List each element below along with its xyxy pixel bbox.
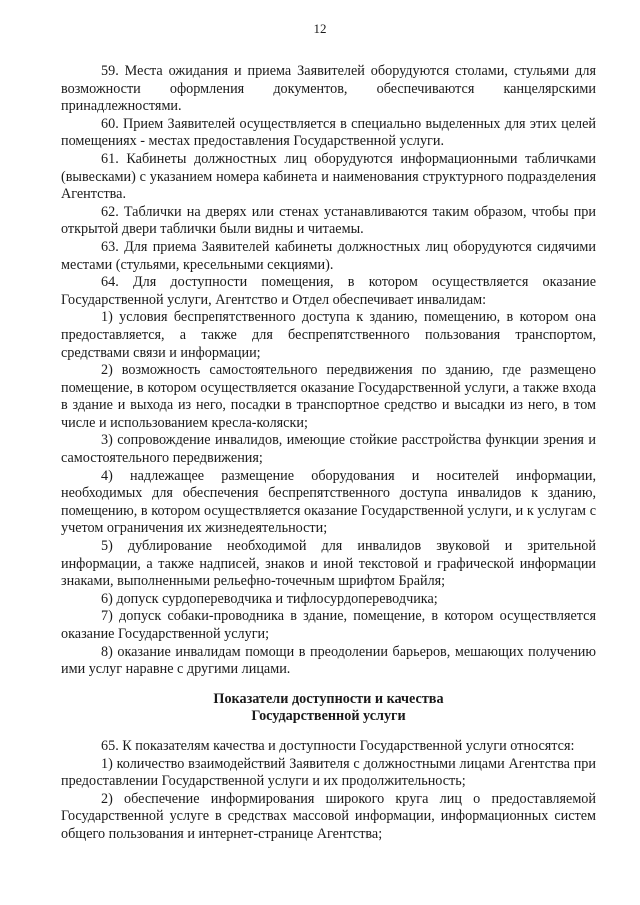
section-heading-line-2: Государственной услуги xyxy=(251,708,406,725)
list-item-64-6: 6) допуск сурдопереводчика и тифлосурдопереводчика; xyxy=(101,590,438,607)
list-item-64-8: 8) оказание инвалидам помощи в преодолении барьеров, мешающих получению ими услуг наравне с другими лицами. xyxy=(61,643,596,678)
paragraph-65: 65. К показателям качества и доступности Государственной услуги относятся: xyxy=(101,737,575,754)
list-item-64-3: 3) сопровождение инвалидов, имеющие стойкие расстройства функции зрения и самостоятельного передвижения; xyxy=(61,432,596,467)
paragraph-63: 63. Для приема Заявителей кабинеты должностных лиц оборудуются сидячими местами (стульями, кресельными секциями). xyxy=(61,238,596,273)
list-item-64-7: 7) допуск собаки-проводника в здание, помещение, в котором осуществляется оказание Государственной услуги; xyxy=(61,608,596,642)
list-item-65-2: 2) обеспечение информирования широкого круга лиц о предоставляемой Государственной услуге в средствах массовой информации, информационных систем общего пользования и интернет-странице Агентства; xyxy=(61,790,596,842)
list-item-65-1: 1) количество взаимодействий Заявителя с должностными лицами Агентства при предоставлении Государственной услуги и их продолжительность; xyxy=(61,755,596,790)
list-item-64-5: 5) дублирование необходимой для инвалидов звуковой и зрительной информации, а также надписей, знаков и иной текстовой и графической информации знаками, выполненными рельефно-точечным шрифтом Брайля; xyxy=(61,538,596,590)
paragraph-61: 61. Кабинеты должностных лиц оборудуются информационными табличками (вывесками) с указанием номера кабинета и наименования структурного подразделения Агентства. xyxy=(61,150,596,203)
list-item-64-1: 1) условия беспрепятственного доступа к зданию, помещению, в котором она предоставляется, а также для беспрепятственного пользования транспортом, средствами связи и информации; xyxy=(61,309,596,361)
document-body xyxy=(61,63,596,844)
paragraph-59: 59. Места ожидания и приема Заявителей оборудуются столами, стульями для возможности оформления документов, обеспечиваются канцелярскими принадлежностями. xyxy=(61,63,596,115)
page-number: 12 xyxy=(313,21,327,36)
paragraph-60: 60. Прием Заявителей осуществляется в специально выделенных для этих целей помещениях - местах предоставления Государственной услуги. xyxy=(61,115,596,150)
paragraph-62: 62. Таблички на дверях или стенах устанавливаются таким образом, чтобы при открытой двери таблички были видны и читаемы. xyxy=(61,203,596,238)
section-heading-line-1: Показатели доступности и качества xyxy=(213,690,444,707)
list-item-64-2: 2) возможность самостоятельного передвижения по зданию, где размещено помещение, в котором осуществляется оказание Государственной услуги, а также входа в здание и выхода из него, посадки в транспортное средство и высадки из него, в том числе и использованием кресла-коляски; xyxy=(61,362,596,431)
paragraph-64: 64. Для доступности помещения, в котором осуществляется оказание Государственной услуги, Агентство и Отдел обеспечивает инвалидам: xyxy=(61,274,596,308)
section-heading xyxy=(61,691,596,726)
list-item-64-4: 4) надлежащее размещение оборудования и носителей информации, необходимых для обеспечения беспрепятственного доступа инвалидов к зданию, помещению, в котором осуществляется оказание Государственной услуги, и к услугам с учетом ограничения их жизнедеятельности; xyxy=(61,467,596,537)
